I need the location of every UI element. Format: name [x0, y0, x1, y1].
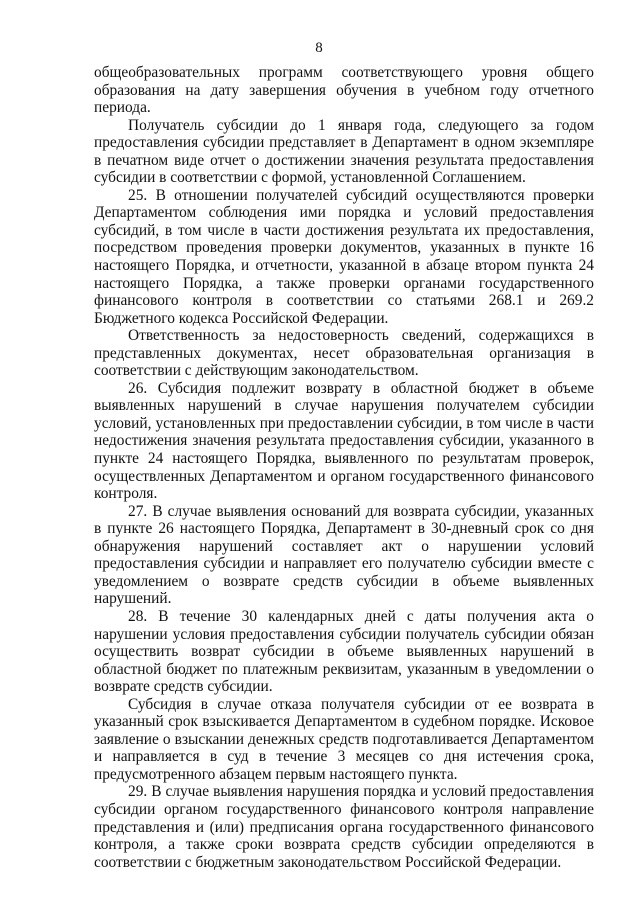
paragraph-item-27: 27. В случае выявления оснований для возврата субсидии, указанных в пункте 26 настоящего Порядка, Департамент в 30-дневный срок со дня обнаружения нарушений составляет акт о нарушении условий предоставления субсидии и направляет его получателю субсидии вместе с уведомлением о возврате средств субсидии в объеме выявленных нарушений. [94, 502, 594, 608]
paragraph-item-25: 25. В отношении получателей субсидий осуществляются проверки Департаментом соблюдения ими порядка и условий предоставления субсидий, в том числе в части достижения результата их предоставления, посредством проведения проверки документов, указанных в пункте 16 настоящего Порядка, и отчетности, указанной в абзаце втором пункта 24 настоящего Порядка, а также проверки органами государственного финансового контроля в соответствии со статьями 268.1 и 269.2 Бюджетного кодекса Российской Федерации. [94, 186, 594, 327]
paragraph-responsibility: Ответственность за недостоверность сведений, содержащихся в представленных документах, несет образовательная организация в соответствии с действующим законодательством. [94, 327, 594, 380]
paragraph-court-recovery: Субсидия в случае отказа получателя субсидии от ее возврата в указанный срок взыскивается Департаментом в судебном порядке. Исковое заявление о взыскании денежных средств подготавливается Департаментом и направляется в суд в течение 3 месяцев со дня истечения срока, предусмотренного абзацем первым настоящего пункта. [94, 695, 594, 783]
paragraph-item-26: 26. Субсидия подлежит возврату в областной бюджет в объеме выявленных нарушений в случае нарушения получателем субсидии условий, установленных при предоставлении субсидии, в том числе в части недостижения значения результата предоставления субсидии, указанного в пункте 24 настоящего Порядка, выявленного по результатам проверок, осуществленных Департаментом и органом государственного финансового контроля. [94, 379, 594, 503]
paragraph-item-29: 29. В случае выявления нарушения порядка и условий предоставления субсидии органом государственного финансового контроля направление представления и (или) предписания органа государственного финансового контроля, а также сроки возврата средств субсидии определяются в соответствии с бюджетным законодательством Российской Федерации. [94, 783, 594, 871]
paragraph-item-28: 28. В течение 30 календарных дней с даты получения акта о нарушении условия предоставления субсидии получатель субсидии обязан осуществить возврат субсидии в объеме выявленных нарушений в областной бюджет по платежным реквизитам, указанным в уведомлении о возврате средств субсидии. [94, 607, 594, 696]
document-body [94, 64, 594, 871]
paragraph-report-deadline: Получатель субсидии до 1 января года, следующего за годом предоставления субсидии представляет в Департамент в одном экземпляре в печатном виде отчет о достижении значения результата предоставления субсидии в соответствии с формой, установленной Соглашением. [94, 116, 594, 187]
page-number: 8 [315, 40, 323, 56]
paragraph-continuation: общеобразовательных программ соответствующего уровня общего образования на дату завершения обучения в учебном году отчетного периода. [94, 64, 594, 117]
